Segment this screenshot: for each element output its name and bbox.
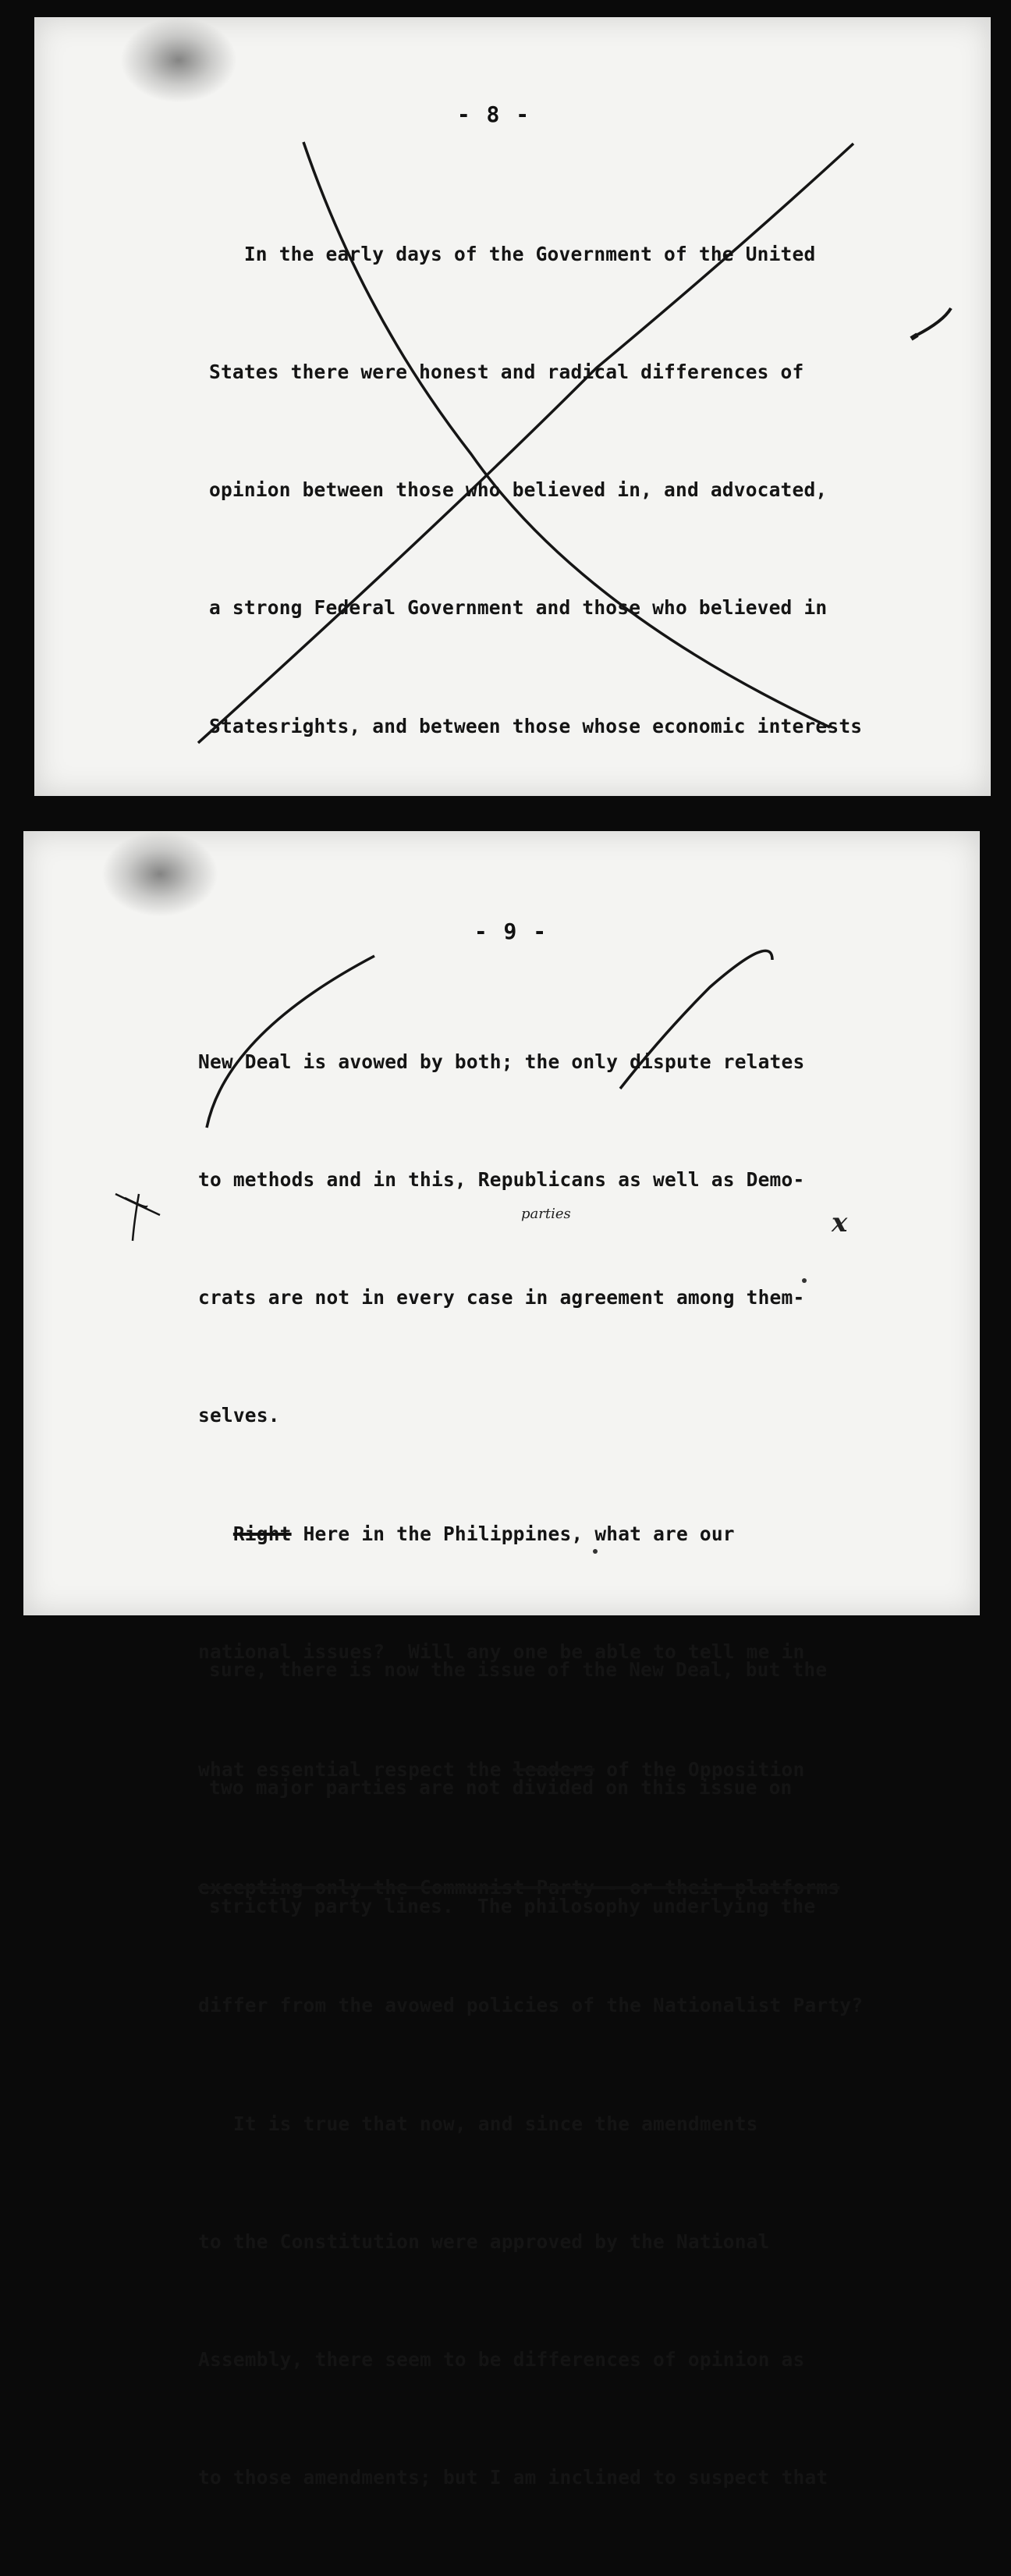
- line-rest: Here in the Philippines, what are our: [291, 1522, 735, 1545]
- handwritten-mark: x: [832, 1207, 848, 1238]
- text-line: two major parties are not divided on this issue on: [209, 1776, 793, 1800]
- text-line: Statesrights, and between those whose economic interests: [209, 714, 863, 737]
- text-line: States there were honest and radical differences of: [209, 361, 804, 384]
- handwritten-insert: parties: [521, 1206, 571, 1222]
- page-number: - 8 -: [456, 101, 531, 127]
- ink-dot: [802, 1278, 807, 1283]
- text-line: to methods and in this, Republicans as well as Demo-: [198, 1168, 805, 1192]
- thumb-smudge: [120, 17, 237, 103]
- line-start: what essential respect the: [198, 1758, 513, 1782]
- text-line: In the early days of the Government of the United: [209, 242, 816, 265]
- text-line: opinion between those who believed in, and advocated,: [209, 478, 828, 502]
- struck-word: Right: [232, 1522, 292, 1545]
- thumb-smudge: [101, 831, 218, 917]
- struck-word: leaders: [513, 1758, 595, 1782]
- line-end: of the Opposition: [594, 1758, 805, 1782]
- page-number: - 9 -: [474, 918, 548, 944]
- text-line: strictly party lines. The philosophy underlying the: [209, 1894, 816, 1917]
- text-line: New Deal is avowed by both; the only dispute relates: [198, 1050, 805, 1073]
- text-line: to the Constitution were approved by the National: [198, 2230, 770, 2253]
- text-line: national issues? Will any one be able to tell me in: [198, 1640, 805, 1663]
- text-line: crats are not in every case in agreement among them-: [198, 1286, 805, 1309]
- text-line: to those amendments; but I am inclined to suspect that: [198, 2466, 828, 2489]
- text-line: a strong Federal Government and those who believed in: [209, 596, 828, 620]
- struck-line: excepting only the Communist Party - or their platforms: [198, 1876, 840, 1899]
- text-line: sure, there is now the issue of the New Deal, but the: [209, 1658, 828, 1682]
- text-line: [198, 1868, 863, 1907]
- text-line: Assembly, there seem to be differences of opinion as: [198, 2348, 805, 2372]
- text-line: [198, 1750, 863, 1789]
- ink-dot: [593, 1549, 598, 1554]
- text-line: It is true that now, and since the amendments: [198, 2112, 758, 2135]
- text-line: selves.: [198, 1404, 280, 1427]
- text-line: differ from the avowed policies of the Nationalist Party?: [198, 1994, 864, 2017]
- text-line: [198, 1515, 863, 1554]
